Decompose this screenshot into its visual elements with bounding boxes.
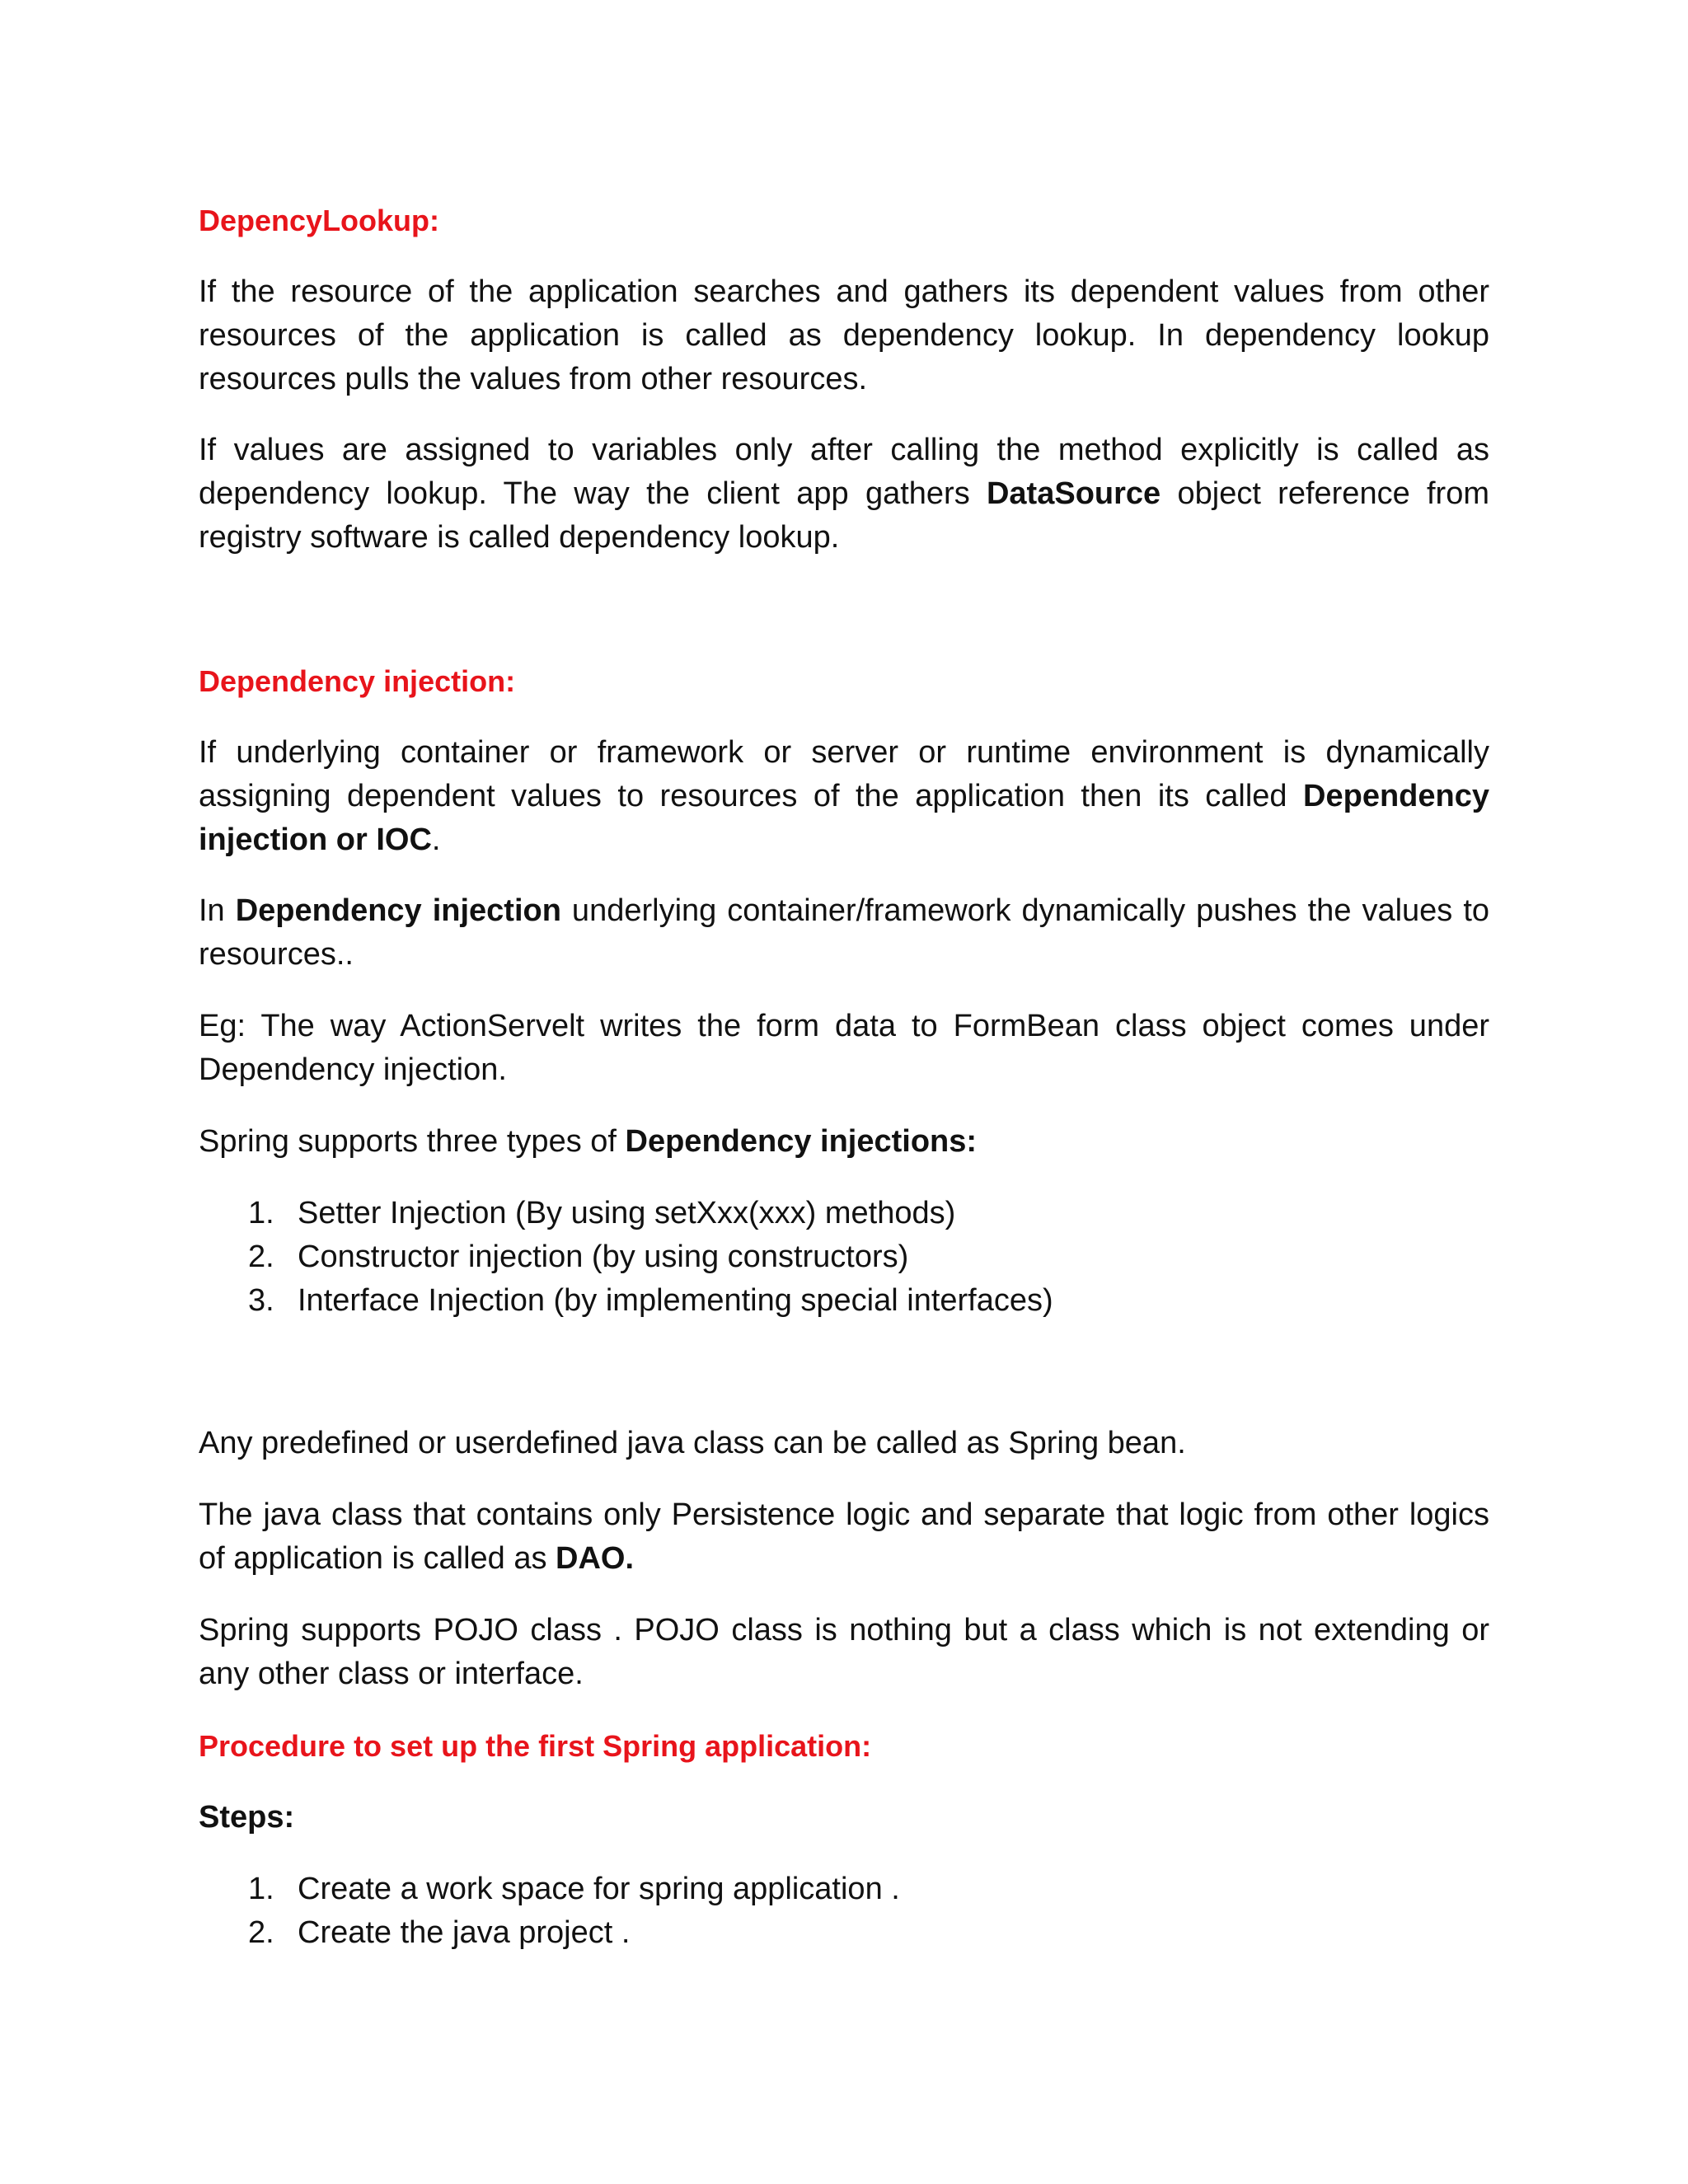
paragraph-lookup-definition: If the resource of the application searches and gathers its dependent values from other resources of the application is called as dependency lookup. In dependency lookup resources pulls the values from other resources.	[199, 274, 1489, 396]
text-run: object reference from registry software is called dependency lookup.	[199, 476, 1489, 555]
bold-term-dependency-injection: Dependency injection	[235, 893, 561, 928]
list-item	[199, 1192, 1489, 1235]
heading-procedure: Procedure to set up the first Spring application:	[199, 1729, 872, 1763]
procedure-steps-list	[199, 1868, 1489, 1955]
paragraph-injection-types-intro	[199, 1120, 1489, 1164]
steps-label: Steps:	[199, 1800, 295, 1835]
text-run: The java class that contains only Persistence logic and separate that logic from other logics of application is called as	[199, 1497, 1489, 1576]
text-run: In	[199, 893, 236, 928]
bold-term-ioc: Dependency injection or IOC	[199, 779, 1489, 857]
list-item	[199, 1279, 1489, 1323]
text-run: underlying container/framework dynamically pushes the values to resources..	[199, 893, 1490, 972]
paragraph-lookup-explicit	[199, 429, 1489, 560]
list-text: Interface Injection (by implementing special interfaces)	[298, 1283, 1053, 1318]
list-item	[199, 1235, 1489, 1279]
paragraph-injection-pushes	[199, 889, 1489, 977]
heading-dependency-injection: Dependency injection:	[199, 664, 516, 698]
paragraph-spring-bean: Any predefined or userdefined java class can be called as Spring bean.	[199, 1426, 1186, 1460]
bold-term-dependency-injections: Dependency injections:	[625, 1124, 978, 1159]
text-run: If values are assigned to variables only after calling the method explicitly is called as dependency lookup. The way the client app gathers	[199, 433, 1489, 511]
list-text: Setter Injection (By using setXxx(xxx) methods)	[298, 1196, 956, 1230]
injection-types-list	[199, 1192, 1489, 1323]
list-number: 1.	[248, 1196, 274, 1230]
list-item	[199, 1911, 1489, 1955]
list-number: 2.	[248, 1240, 274, 1274]
list-text: Create the java project .	[298, 1915, 631, 1950]
list-text: Create a work space for spring application .	[298, 1872, 900, 1906]
list-item	[199, 1868, 1489, 1911]
bold-term-datasource: DataSource	[986, 476, 1161, 511]
text-run: .	[431, 823, 441, 857]
list-number: 2.	[248, 1915, 274, 1950]
paragraph-pojo: Spring supports POJO class . POJO class is nothing but a class which is not extending or any other class or interface.	[199, 1613, 1489, 1691]
text-run: Spring supports three types of	[199, 1124, 626, 1159]
bold-term-dao: DAO.	[556, 1541, 635, 1576]
paragraph-dao	[199, 1493, 1489, 1581]
text-run: If underlying container or framework or server or runtime environment is dynamically assigning dependent values to resources of the application then its called	[199, 735, 1489, 813]
paragraph-injection-definition	[199, 731, 1489, 862]
heading-dependency-lookup: DepencyLookup:	[199, 204, 440, 237]
list-number: 1.	[248, 1872, 274, 1906]
list-number: 3.	[248, 1283, 274, 1318]
list-text: Constructor injection (by using constructors)	[298, 1240, 909, 1274]
paragraph-injection-example: Eg: The way ActionServelt writes the form data to FormBean class object comes under Dependency injection.	[199, 1009, 1489, 1087]
